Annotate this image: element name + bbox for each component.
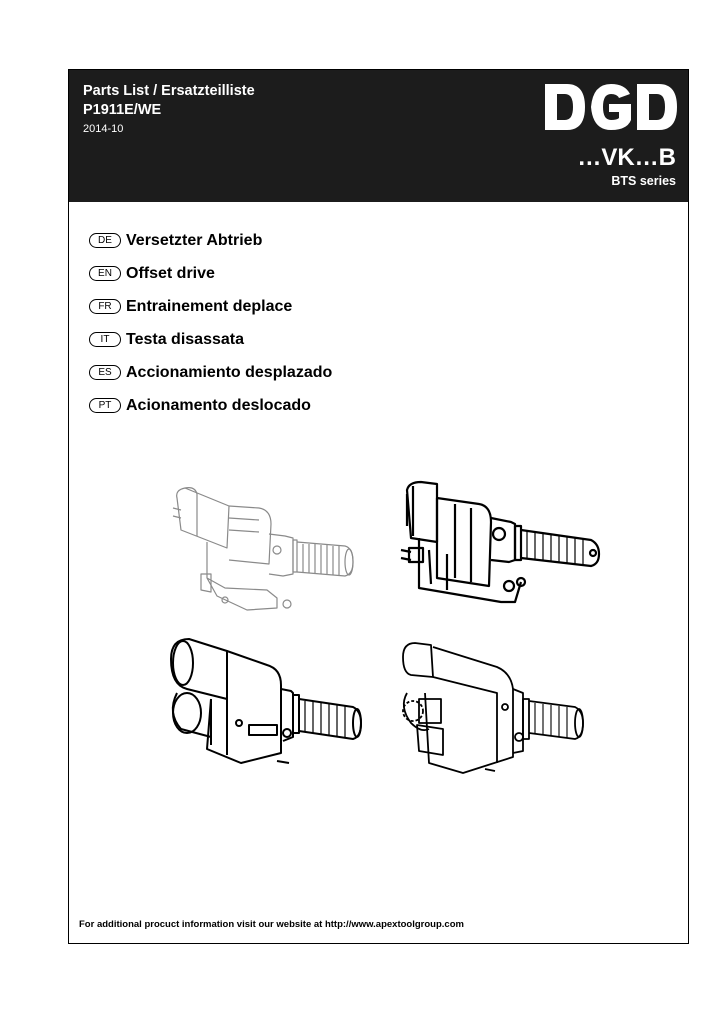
language-text: Entrainement deplace xyxy=(126,298,293,315)
document-number: P1911E/WE xyxy=(83,102,162,118)
language-row-de xyxy=(89,230,489,254)
language-text: Versetzter Abtrieb xyxy=(126,232,263,249)
offset-drive-illustration-3 xyxy=(157,633,367,783)
model-code: …VK…B xyxy=(577,144,676,171)
language-text: Acionamento deslocado xyxy=(126,397,311,414)
language-badge: ES xyxy=(89,365,121,380)
offset-drive-illustration-4 xyxy=(389,633,589,783)
language-row-pt xyxy=(89,395,489,419)
language-badge: PT xyxy=(89,398,121,413)
language-text: Testa disassata xyxy=(126,331,244,348)
language-text: Accionamiento desplazado xyxy=(126,364,333,381)
offset-drive-illustration-1 xyxy=(167,478,367,623)
document-title: Parts List / Ersatzteilliste xyxy=(83,83,255,99)
language-badge: IT xyxy=(89,332,121,347)
language-badge: DE xyxy=(89,233,121,248)
language-row-en xyxy=(89,263,489,287)
header-banner xyxy=(69,70,688,202)
language-badge: EN xyxy=(89,266,121,281)
footer-note: For additional procuct information visit our website at http://www.apextoolgroup.com xyxy=(79,919,464,930)
document-date: 2014-10 xyxy=(83,123,124,135)
dgd-logo xyxy=(545,84,677,130)
language-row-fr xyxy=(89,296,489,320)
series-label: BTS series xyxy=(611,174,676,188)
page-frame xyxy=(68,69,689,944)
language-badge: FR xyxy=(89,299,121,314)
offset-drive-illustration-2 xyxy=(371,478,601,623)
language-row-es xyxy=(89,362,489,386)
language-row-it xyxy=(89,329,489,353)
language-text: Offset drive xyxy=(126,265,215,282)
